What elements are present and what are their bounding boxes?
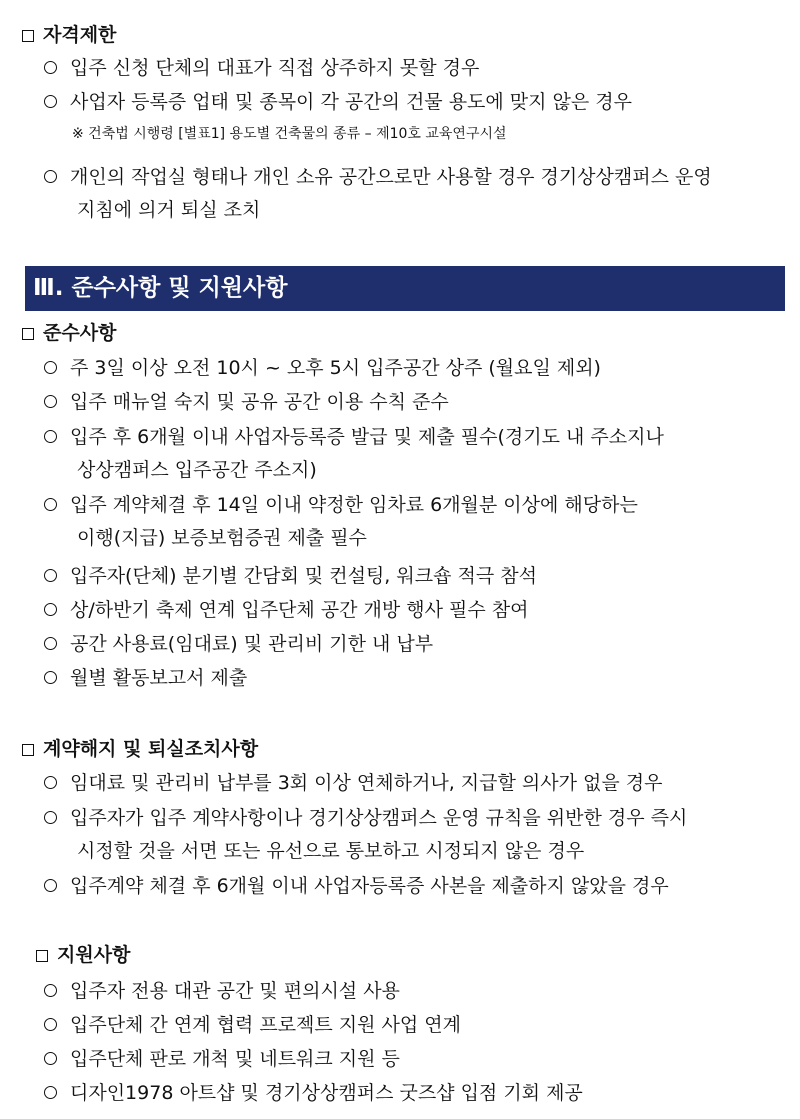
list-item (44, 352, 789, 385)
item-text: 공간 사용료(임대료) 및 관리비 기한 내 납부 (70, 633, 434, 655)
hollow-circle-bullet-icon (44, 1018, 57, 1031)
list-item (44, 560, 789, 593)
item-text: 디자인1978 아트샵 및 경기상상캠퍼스 굿즈샵 입점 기회 제공 (70, 1082, 583, 1104)
hollow-circle-bullet-icon (44, 1052, 57, 1065)
item-text: 상/하반기 축제 연계 입주단체 공간 개방 행사 필수 참여 (70, 599, 529, 621)
list-item (44, 1009, 789, 1042)
section-heading-termination (22, 736, 258, 762)
item-text: 입주 신청 단체의 대표가 직접 상주하지 못할 경우 (70, 57, 480, 79)
item-text-continuation: 이행(지급) 보증보험증권 제출 필수 (77, 527, 367, 549)
section-heading-support (36, 942, 130, 968)
item-text: 입주단체 간 연계 협력 프로젝트 지원 사업 연계 (70, 1014, 462, 1036)
hollow-circle-bullet-icon (44, 430, 57, 443)
heading-text: 계약해지 및 퇴실조치사항 (43, 738, 259, 760)
list-item (44, 386, 789, 419)
section-banner: Ⅲ. 준수사항 및 지원사항 (25, 266, 785, 311)
heading-text: 준수사항 (43, 322, 117, 344)
item-text-continuation: 시정할 것을 서면 또는 유선으로 통보하고 시정되지 않은 경우 (77, 840, 585, 862)
heading-text: 자격제한 (43, 24, 117, 46)
hollow-circle-bullet-icon (44, 95, 57, 108)
checkbox-square-icon (22, 328, 34, 340)
list-item (44, 870, 789, 903)
list-item (44, 767, 789, 800)
section-heading-compliance (22, 320, 116, 346)
item-text: 개인의 작업실 형태나 개인 소유 공간으로만 사용할 경우 경기상상캠퍼스 운영 (70, 166, 712, 188)
footnote: ※ 건축법 시행령 [별표1] 용도별 건축물의 종류 – 제10호 교육연구시설 (72, 126, 507, 142)
item-text: 입주단체 판로 개척 및 네트워크 지원 등 (70, 1048, 400, 1070)
hollow-circle-bullet-icon (44, 603, 57, 616)
list-item (44, 802, 789, 868)
hollow-circle-bullet-icon (44, 498, 57, 511)
hollow-circle-bullet-icon (44, 671, 57, 684)
checkbox-square-icon (22, 30, 34, 42)
list-item (44, 628, 789, 661)
item-text: 입주자(단체) 분기별 간담회 및 컨설팅, 워크숍 적극 참석 (70, 565, 537, 587)
list-item (44, 489, 789, 555)
checkbox-square-icon (22, 744, 34, 756)
item-text: 입주 계약체결 후 14일 이내 약정한 임차료 6개월분 이상에 해당하는 (70, 494, 638, 516)
hollow-circle-bullet-icon (44, 395, 57, 408)
list-item (44, 86, 789, 119)
hollow-circle-bullet-icon (44, 361, 57, 374)
checkbox-square-icon (36, 950, 48, 962)
list-item (44, 662, 789, 695)
hollow-circle-bullet-icon (44, 637, 57, 650)
hollow-circle-bullet-icon (44, 61, 57, 74)
heading-text: 지원사항 (57, 944, 131, 966)
hollow-circle-bullet-icon (44, 776, 57, 789)
list-item (44, 594, 789, 627)
hollow-circle-bullet-icon (44, 879, 57, 892)
hollow-circle-bullet-icon (44, 984, 57, 997)
hollow-circle-bullet-icon (44, 1086, 57, 1099)
section-heading-qualification (22, 22, 116, 48)
item-text: 입주 후 6개월 이내 사업자등록증 발급 및 제출 필수(경기도 내 주소지나 (70, 426, 664, 448)
item-text: 입주자가 입주 계약사항이나 경기상상캠퍼스 운영 규칙을 위반한 경우 즉시 (70, 807, 688, 829)
list-item (44, 161, 789, 227)
item-text-continuation: 지침에 의거 퇴실 조치 (77, 199, 261, 221)
list-item (44, 52, 789, 85)
hollow-circle-bullet-icon (44, 811, 57, 824)
item-text-continuation: 상상캠퍼스 입주공간 주소지) (77, 459, 317, 481)
hollow-circle-bullet-icon (44, 170, 57, 183)
list-item (44, 1077, 789, 1110)
item-text: 사업자 등록증 업태 및 종목이 각 공간의 건물 용도에 맞지 않은 경우 (70, 91, 632, 113)
item-text: 입주계약 체결 후 6개월 이내 사업자등록증 사본을 제출하지 않았을 경우 (70, 875, 669, 897)
item-text: 주 3일 이상 오전 10시 ~ 오후 5시 입주공간 상주 (월요일 제외) (70, 357, 601, 379)
item-text: 임대료 및 관리비 납부를 3회 이상 연체하거나, 지급할 의사가 없을 경우 (70, 772, 663, 794)
item-text: 입주 매뉴얼 숙지 및 공유 공간 이용 수칙 준수 (70, 391, 449, 413)
item-text: 입주자 전용 대관 공간 및 편의시설 사용 (70, 980, 400, 1002)
list-item (44, 421, 789, 487)
item-text: 월별 활동보고서 제출 (70, 667, 248, 689)
list-item (44, 975, 789, 1008)
list-item (44, 1043, 789, 1076)
hollow-circle-bullet-icon (44, 569, 57, 582)
